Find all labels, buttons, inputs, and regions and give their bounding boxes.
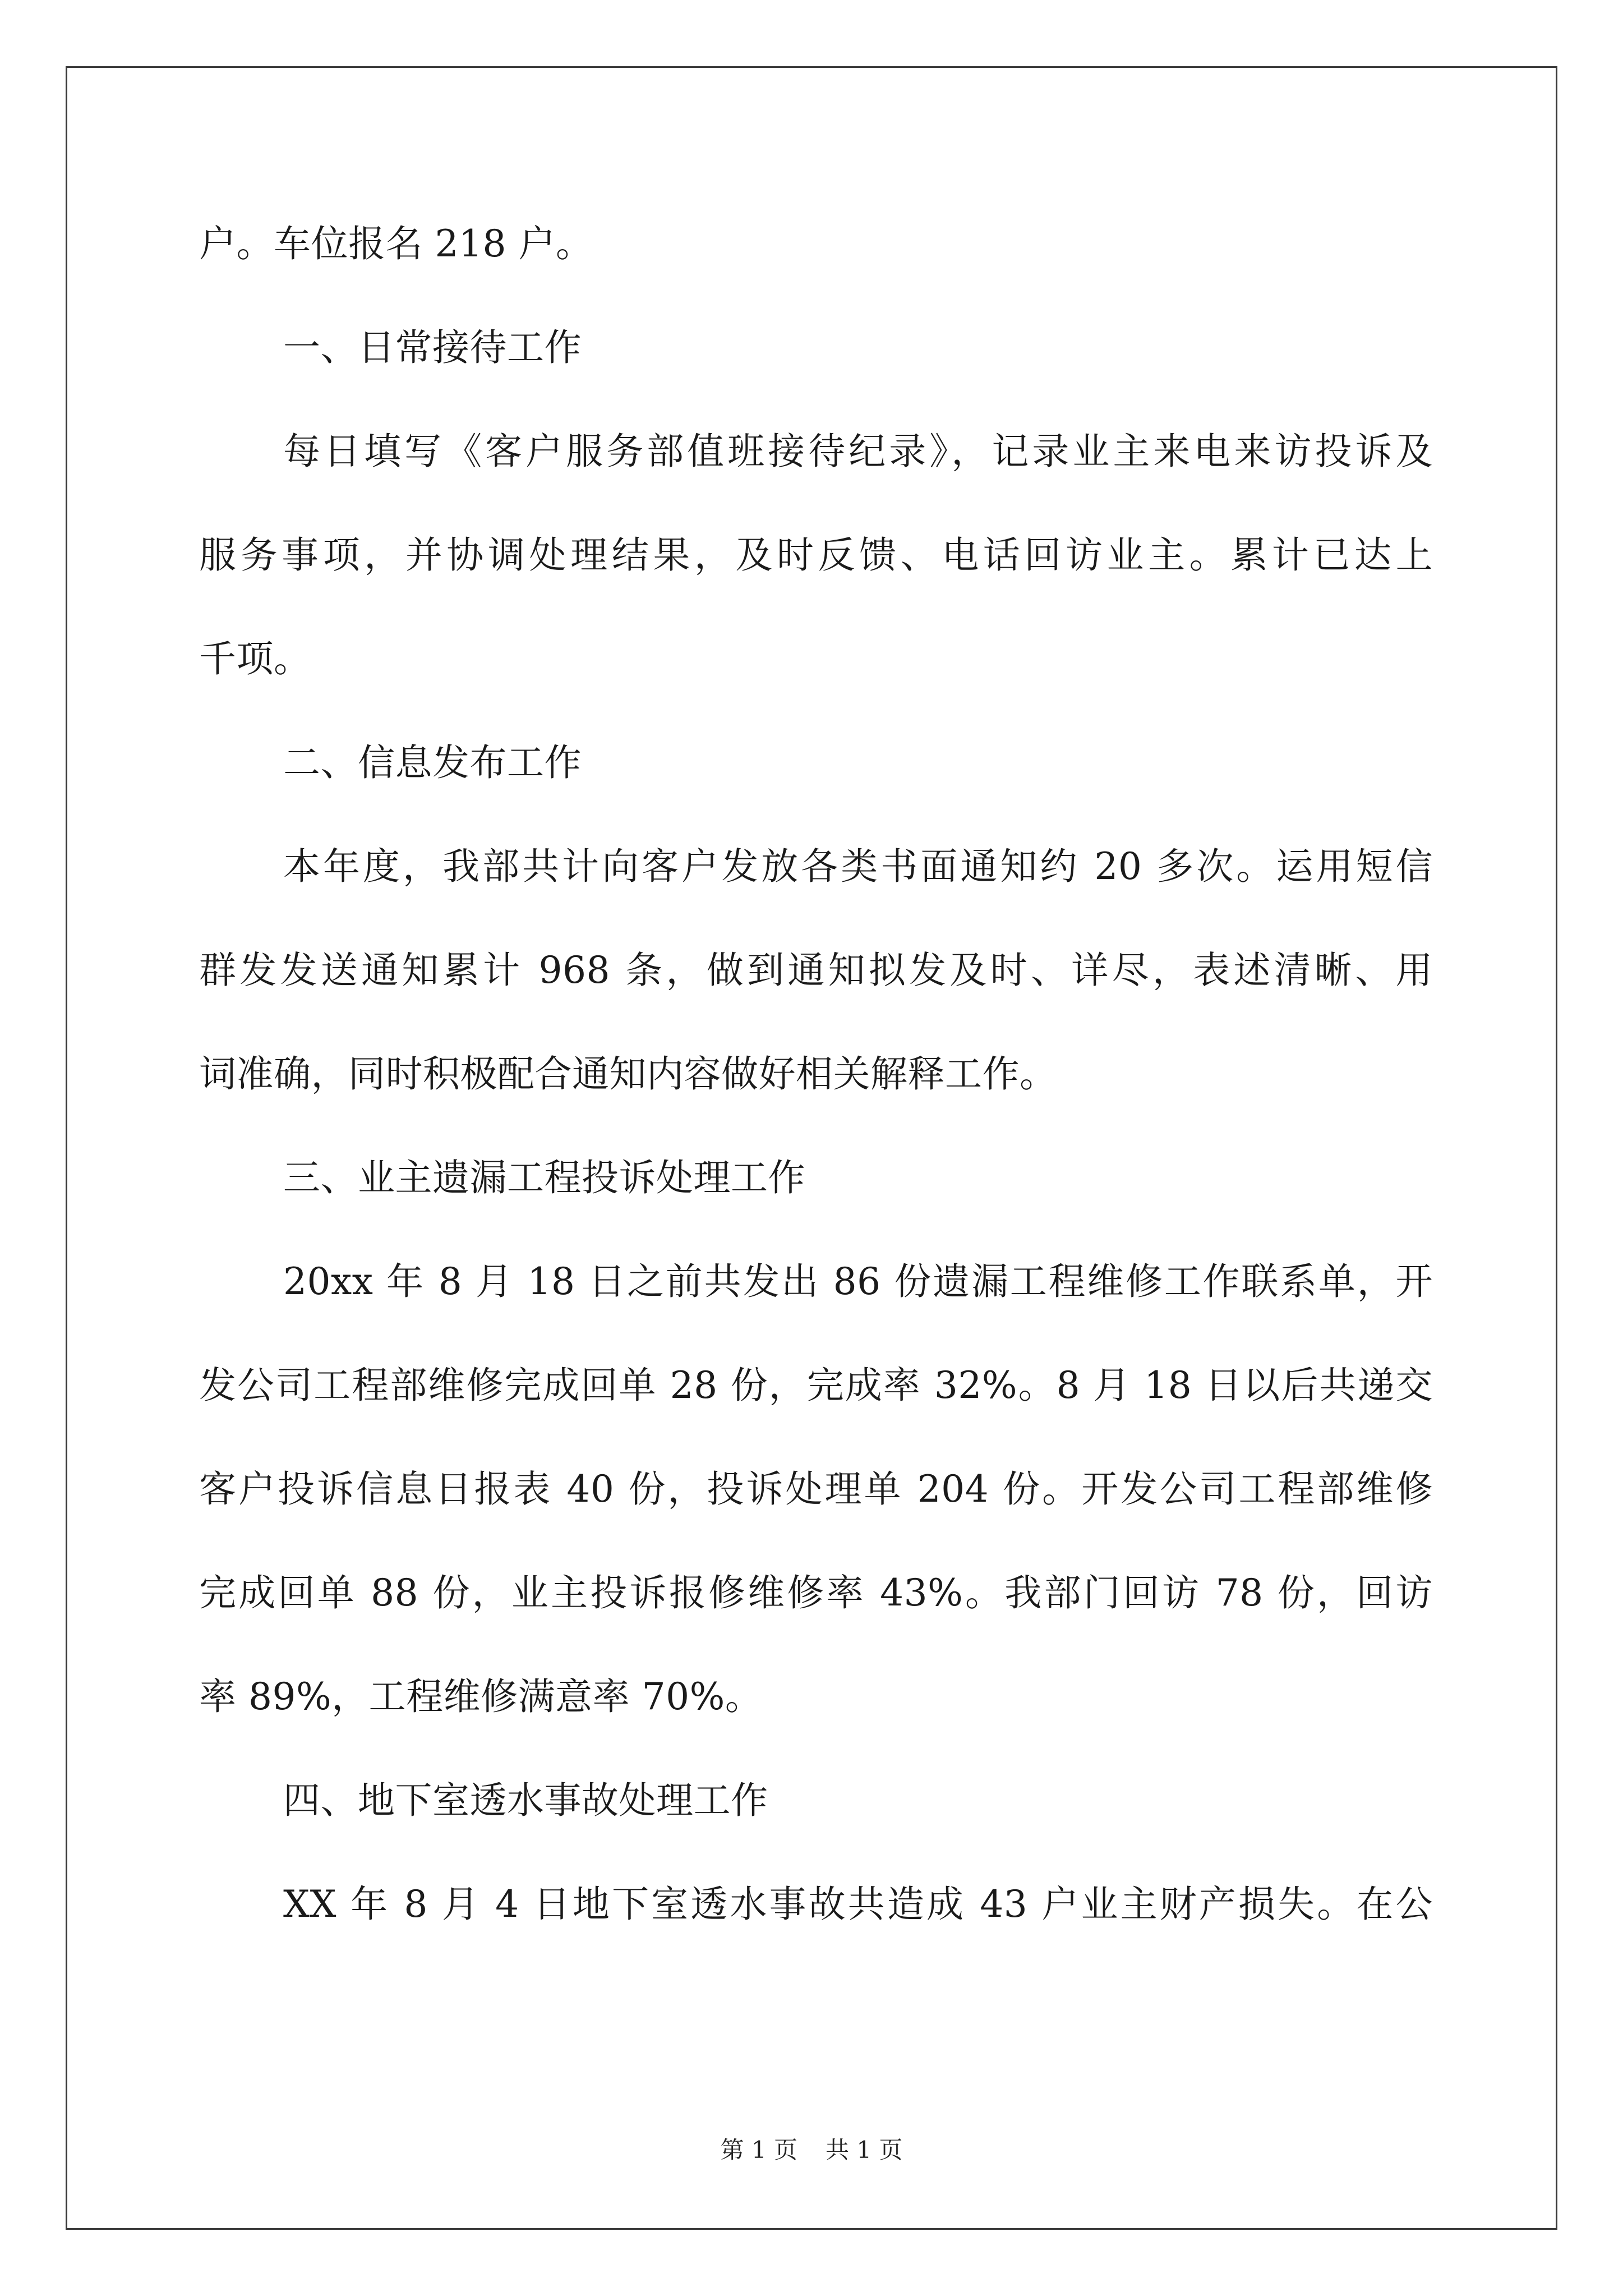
text-line: 每日填写《客户服务部值班接待纪录》，记录业主来电来访投诉及 <box>283 430 1433 473</box>
text-line: 20xx 年 8 月 18 日之前共发出 86 份遗漏工程维修工作联系单，开 <box>283 1260 1433 1303</box>
section-heading: 四、地下室透水事故处理工作 <box>283 1779 768 1822</box>
section-heading: 三、业主遗漏工程投诉处理工作 <box>283 1156 805 1199</box>
text-line: 群发发送通知累计 968 条，做到通知拟发及时、详尽，表述清晰、用 <box>199 949 1433 992</box>
text-line: 率 89%，工程维修满意率 70%。 <box>199 1675 763 1718</box>
text-line: 本年度，我部共计向客户发放各类书面通知约 20 多次。运用短信 <box>283 845 1433 888</box>
section-heading: 二、信息发布工作 <box>283 741 582 784</box>
text-line: XX 年 8 月 4 日地下室透水事故共造成 43 户业主财产损失。在公 <box>283 1883 1433 1926</box>
text-line: 发公司工程部维修完成回单 28 份，完成率 32%。8 月 18 日以后共递交 <box>199 1364 1433 1407</box>
text-line: 服务事项，并协调处理结果，及时反馈、电话回访业主。累计已达上 <box>199 533 1433 577</box>
text-line: 完成回单 88 份，业主投诉报修维修率 43%。我部门回访 78 份，回访 <box>199 1571 1433 1614</box>
text-line: 户。车位报名 218 户。 <box>199 222 593 265</box>
text-line: 千项。 <box>199 637 311 680</box>
text-line: 客户投诉信息日报表 40 份，投诉处理单 204 份。开发公司工程部维修 <box>199 1467 1433 1511</box>
section-heading: 一、日常接待工作 <box>283 326 582 369</box>
text-line: 词准确，同时积极配合通知内容做好相关解释工作。 <box>199 1052 1057 1096</box>
page-total: 共 1 页 <box>826 2136 903 2164</box>
page-number: 第 1 页 <box>720 2136 797 2164</box>
page-footer <box>0 2136 1623 2164</box>
